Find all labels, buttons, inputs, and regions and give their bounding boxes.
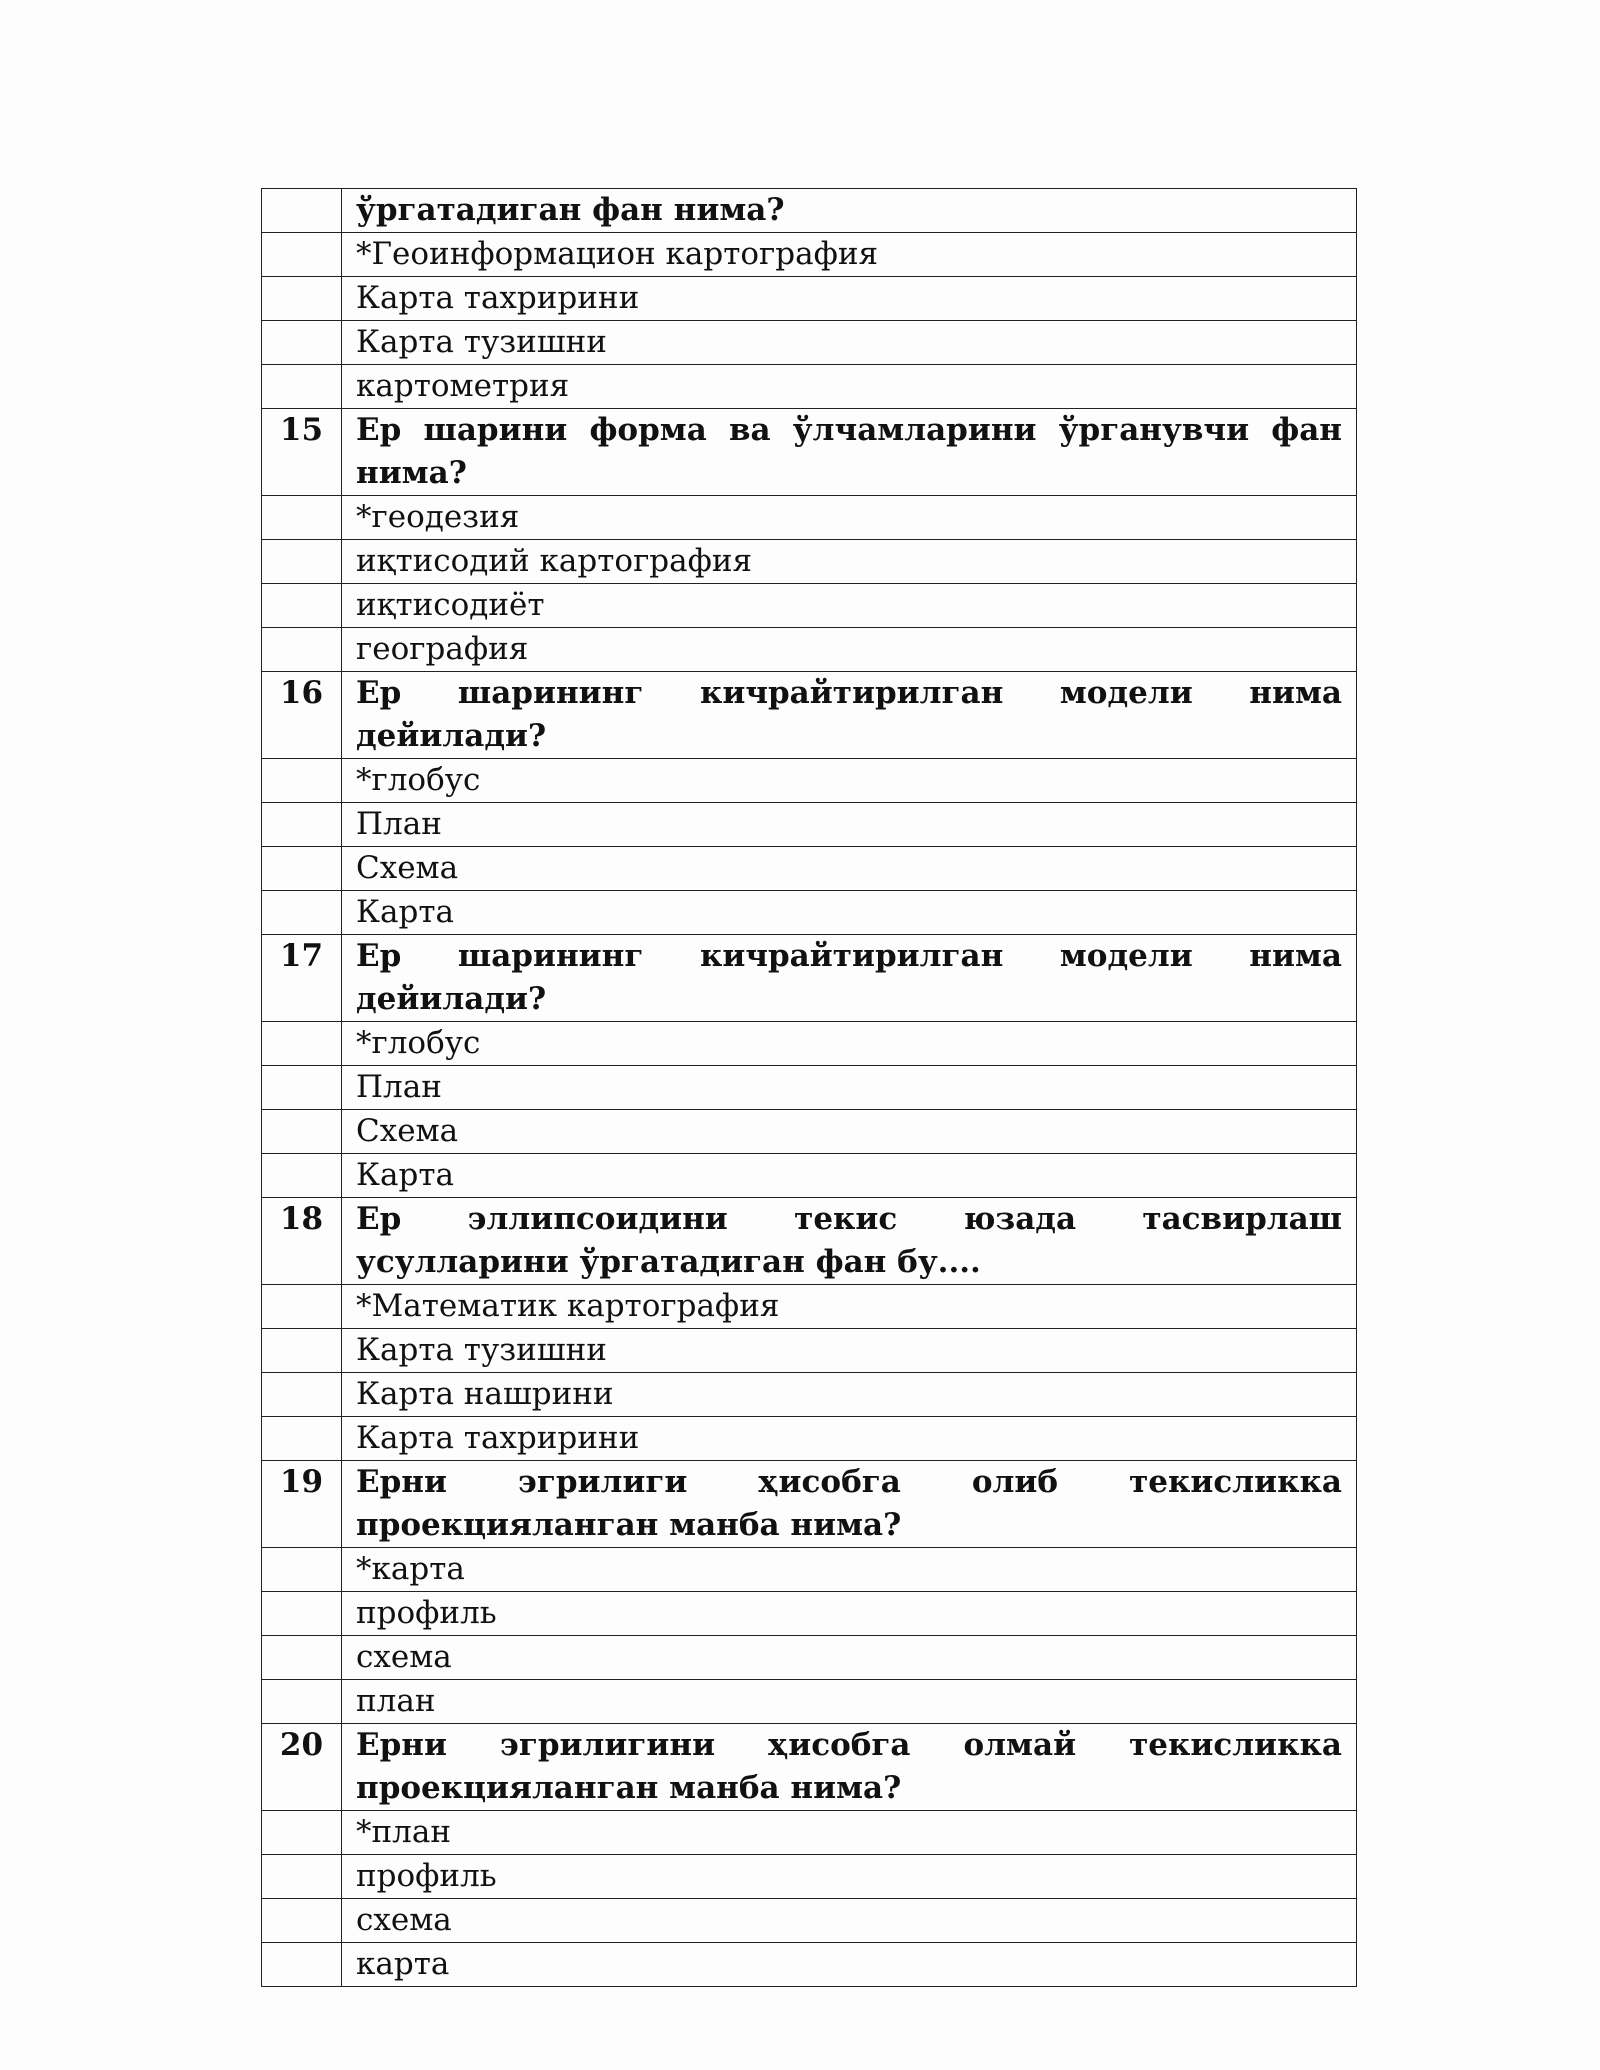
question-row <box>262 189 1357 233</box>
answer-row <box>262 233 1357 277</box>
question-number <box>262 365 342 409</box>
answer-option: Карта <box>342 891 1357 935</box>
question-row <box>262 935 1357 1022</box>
answer-option: Карта тузишни <box>342 1329 1357 1373</box>
answer-option: План <box>342 803 1357 847</box>
question-number <box>262 233 342 277</box>
answer-row <box>262 321 1357 365</box>
question-text: Ерни эгрилигини ҳисобга олмай текисликка проекцияланган манба нима? <box>342 1724 1357 1811</box>
question-number <box>262 1855 342 1899</box>
answer-row <box>262 1022 1357 1066</box>
answer-row <box>262 1548 1357 1592</box>
question-number <box>262 1899 342 1943</box>
question-text: Ер шарининг кичрайтирилган модели нима дейилади? <box>342 672 1357 759</box>
question-number <box>262 1373 342 1417</box>
answer-row <box>262 1943 1357 1987</box>
question-number <box>262 1548 342 1592</box>
answer-option: география <box>342 628 1357 672</box>
answer-row <box>262 1680 1357 1724</box>
question-text: Ер шарининг кичрайтирилган модели нима дейилади? <box>342 935 1357 1022</box>
answer-row <box>262 1417 1357 1461</box>
answer-option: *Геоинформацион картография <box>342 233 1357 277</box>
answer-row <box>262 1811 1357 1855</box>
question-number <box>262 891 342 935</box>
answer-option: Карта тахририни <box>342 277 1357 321</box>
question-number: 18 <box>262 1198 342 1285</box>
answer-option: схема <box>342 1899 1357 1943</box>
answer-option: иқтисодий картография <box>342 540 1357 584</box>
answer-row <box>262 1154 1357 1198</box>
answer-row <box>262 277 1357 321</box>
question-number <box>262 277 342 321</box>
answer-option: профиль <box>342 1592 1357 1636</box>
answer-option: План <box>342 1066 1357 1110</box>
question-number <box>262 1285 342 1329</box>
answer-option: *глобус <box>342 1022 1357 1066</box>
question-number <box>262 584 342 628</box>
answer-option: *Математик картография <box>342 1285 1357 1329</box>
answer-row <box>262 628 1357 672</box>
question-number <box>262 1943 342 1987</box>
question-number <box>262 1680 342 1724</box>
answer-row <box>262 1110 1357 1154</box>
answer-option: *глобус <box>342 759 1357 803</box>
answer-row <box>262 847 1357 891</box>
answer-row <box>262 1066 1357 1110</box>
question-number <box>262 189 342 233</box>
question-text: Ерни эгрилиги ҳисобга олиб текисликка проекцияланган манба нима? <box>342 1461 1357 1548</box>
answer-row <box>262 803 1357 847</box>
answer-option: *план <box>342 1811 1357 1855</box>
question-number <box>262 759 342 803</box>
question-number <box>262 1329 342 1373</box>
answer-option: *геодезия <box>342 496 1357 540</box>
answer-row <box>262 891 1357 935</box>
answer-row <box>262 1899 1357 1943</box>
answer-row <box>262 1636 1357 1680</box>
question-number <box>262 1636 342 1680</box>
question-number <box>262 1066 342 1110</box>
question-number <box>262 847 342 891</box>
answer-option: план <box>342 1680 1357 1724</box>
quiz-table-body <box>262 189 1357 1987</box>
answer-option: картометрия <box>342 365 1357 409</box>
question-number: 17 <box>262 935 342 1022</box>
answer-option: Карта тахририни <box>342 1417 1357 1461</box>
question-number: 16 <box>262 672 342 759</box>
question-row <box>262 409 1357 496</box>
answer-option: Карта нашрини <box>342 1373 1357 1417</box>
question-text: Ер шарини форма ва ўлчамларини ўрганувчи фан нима? <box>342 409 1357 496</box>
answer-option: профиль <box>342 1855 1357 1899</box>
question-number <box>262 803 342 847</box>
question-number <box>262 1022 342 1066</box>
question-row <box>262 1724 1357 1811</box>
answer-row <box>262 540 1357 584</box>
answer-row <box>262 1592 1357 1636</box>
question-number <box>262 496 342 540</box>
answer-option: Схема <box>342 1110 1357 1154</box>
question-number <box>262 1811 342 1855</box>
question-text: Ер эллипсоидини текис юзада тасвирлаш усулларини ўргатадиган фан бу.... <box>342 1198 1357 1285</box>
answer-row <box>262 584 1357 628</box>
answer-option: схема <box>342 1636 1357 1680</box>
question-row <box>262 672 1357 759</box>
question-number <box>262 1417 342 1461</box>
answer-option: Карта тузишни <box>342 321 1357 365</box>
question-row <box>262 1461 1357 1548</box>
question-number <box>262 628 342 672</box>
answer-option: иқтисодиёт <box>342 584 1357 628</box>
answer-row <box>262 759 1357 803</box>
question-number: 20 <box>262 1724 342 1811</box>
question-text: ўргатадиган фан нима? <box>342 189 1357 233</box>
answer-row <box>262 496 1357 540</box>
question-number <box>262 1110 342 1154</box>
question-row <box>262 1198 1357 1285</box>
answer-row <box>262 1329 1357 1373</box>
question-number <box>262 1592 342 1636</box>
question-number: 15 <box>262 409 342 496</box>
answer-row <box>262 1373 1357 1417</box>
question-number <box>262 321 342 365</box>
answer-row <box>262 365 1357 409</box>
question-number <box>262 540 342 584</box>
question-number: 19 <box>262 1461 342 1548</box>
answer-row <box>262 1855 1357 1899</box>
answer-option: карта <box>342 1943 1357 1987</box>
answer-option: *карта <box>342 1548 1357 1592</box>
question-number <box>262 1154 342 1198</box>
answer-option: Карта <box>342 1154 1357 1198</box>
quiz-table <box>261 188 1357 1987</box>
answer-option: Схема <box>342 847 1357 891</box>
answer-row <box>262 1285 1357 1329</box>
